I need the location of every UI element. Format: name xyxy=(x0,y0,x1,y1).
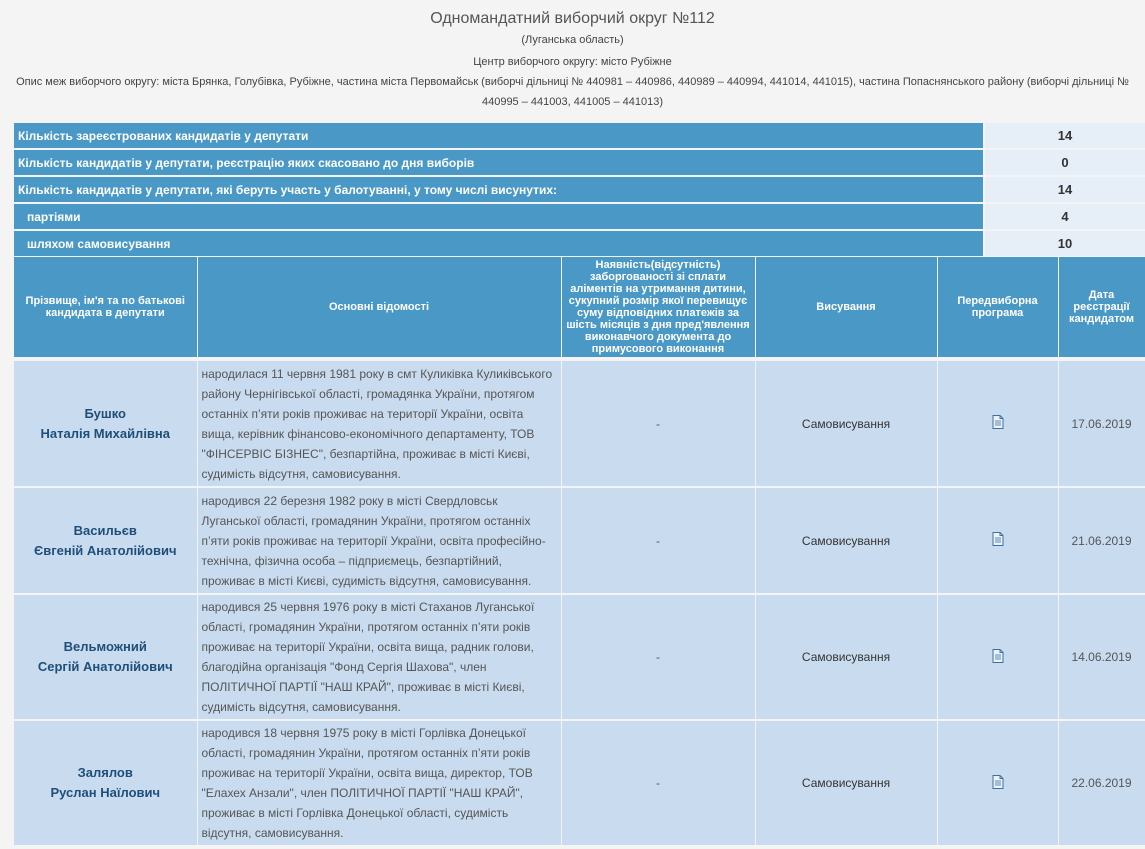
candidate-name xyxy=(14,487,197,594)
candidate-info: народився 25 червня 1976 року в місті Стаханов Луганської області, громадянин України, протягом останніх п’яти років проживає на території України, освіта вища, радник голови, благодійна організація "Фонд Сергія Шахова", член ПОЛІТИЧНОЇ ПАРТІЇ "НАШ КРАЙ", проживає в місті Києві, судимість відсутня, самовисування. xyxy=(197,594,561,720)
district-boundaries: Опис меж виборчого округу: міста Брянка, Голубівка, Рубіжне, частина міста Первомайськ (виборчі дільниці № 440981 – 440986, 440989 – 440994, 441014, 441015), частина Попаснянського району (виборчі дільниці № 440995 – 441003, 441005 – 441013) xyxy=(16,76,1129,108)
candidate-registration-date: 21.06.2019 xyxy=(1058,487,1145,594)
candidate-surname: Залялов xyxy=(77,765,133,780)
candidate-nomination: Самовисування xyxy=(755,594,937,720)
stats-label: партіями xyxy=(14,204,985,229)
table-row xyxy=(14,594,1145,720)
candidate-debt: - xyxy=(561,361,755,487)
stats-label: Кількість кандидатів у депутати, реєстрацію яких скасовано до дня виборів xyxy=(14,150,985,175)
candidate-nomination: Самовисування xyxy=(755,361,937,487)
document-icon[interactable] xyxy=(990,774,1006,793)
stats-row xyxy=(14,177,1145,202)
stats-table xyxy=(14,121,1145,258)
candidate-nomination: Самовисування xyxy=(755,720,937,846)
stats-row xyxy=(14,123,1145,148)
region-label: (Луганська область) xyxy=(521,34,624,46)
candidate-debt: - xyxy=(561,720,755,846)
table-row xyxy=(14,361,1145,487)
candidate-registration-date: 22.06.2019 xyxy=(1058,720,1145,846)
stats-label: Кількість кандидатів у депутати, які беруть участь у балотуванні, у тому числі висунутих: xyxy=(14,177,985,202)
col-header-nomination: Висування xyxy=(755,257,937,357)
stats-value: 14 xyxy=(985,177,1145,202)
candidate-surname: Бушко xyxy=(84,405,126,421)
stats-row xyxy=(14,231,1145,256)
candidate-info: народилася 11 червня 1981 року в смт Куликівка Куликівського району Чернігівської області, громадянка України, протягом останніх п’яти років проживає на території України, освіта вища, керівник фінансово-економічного департаменту, ТОВ "ФІНСЕРВІС БІЗНЕС", безпартійна, проживає в місті Києві, судимість відсутня, самовисування. xyxy=(197,361,561,487)
candidates-table xyxy=(14,257,1145,847)
candidate-info: народився 22 березня 1982 року в місті Свердловськ Луганської області, громадянин України, протягом останніх п’яти років проживає на території України, освіта професійно-технічна, фізична особа – підприємець, безпартійний, проживає в місті Києві, судимість відсутня, самовисування. xyxy=(197,487,561,594)
candidate-debt: - xyxy=(561,487,755,594)
stats-row xyxy=(14,150,1145,175)
stats-row xyxy=(14,204,1145,229)
candidate-given-name: Євгеній Анатолійович xyxy=(33,542,177,558)
col-header-date: Дата реєстрації кандидатом xyxy=(1058,257,1145,357)
stats-value: 0 xyxy=(985,150,1145,175)
stats-value: 10 xyxy=(985,231,1145,256)
table-row xyxy=(14,720,1145,846)
candidate-info: народився 18 червня 1975 року в місті Горлівка Донецької області, громадянин України, протягом останніх п’яти років проживає на території України, освіта вища, директор, ТОВ "Елахех Анзали", член ПОЛІТИЧНОЇ ПАРТІЇ "НАШ КРАЙ", проживає в місті Горлівка Донецької області, судимість відсутня, самовисування. xyxy=(197,720,561,846)
candidate-registration-date: 14.06.2019 xyxy=(1058,594,1145,720)
stats-value: 14 xyxy=(985,123,1145,148)
col-header-info: Основні відомості xyxy=(197,257,561,357)
program-cell xyxy=(937,361,1058,487)
col-header-debt: Наявність(відсутність) заборгованості зі сплати аліментів на утримання дитини, сукупний розмір якої перевищує суму відповідних платежів за шість місяців з дня пред'явлення виконавчого документа до примусового виконання xyxy=(561,257,755,357)
candidate-given-name: Сергій Анатолійович xyxy=(37,659,173,674)
candidate-surname: Васильєв xyxy=(73,522,137,538)
candidate-name xyxy=(14,720,197,846)
candidate-name xyxy=(14,361,197,487)
stats-value: 4 xyxy=(985,204,1145,229)
stats-label: шляхом самовисування xyxy=(14,231,985,256)
document-icon[interactable] xyxy=(990,648,1006,667)
table-header-row xyxy=(14,257,1145,357)
program-cell xyxy=(937,487,1058,594)
candidate-debt: - xyxy=(561,594,755,720)
col-header-name: Прізвище, ім'я та по батькові кандидата в депутати xyxy=(14,257,197,357)
table-row xyxy=(14,487,1145,594)
document-icon[interactable] xyxy=(990,531,1006,550)
candidate-given-name: Руслан Наїлович xyxy=(50,785,161,800)
candidate-surname: Вельможний xyxy=(63,639,147,654)
candidate-given-name: Наталія Михайлівна xyxy=(40,425,170,441)
candidate-name xyxy=(14,594,197,720)
program-cell xyxy=(937,720,1058,846)
page-title: Одномандатний виборчий округ №112 xyxy=(430,10,715,27)
district-center: Центр виборчого округу: місто Рубіжне xyxy=(473,56,672,68)
program-cell xyxy=(937,594,1058,720)
stats-label: Кількість зареєстрованих кандидатів у депутати xyxy=(14,123,985,148)
col-header-program: Передвиборна програма xyxy=(937,257,1058,357)
document-icon[interactable] xyxy=(990,414,1006,433)
candidate-nomination: Самовисування xyxy=(755,487,937,594)
page-header xyxy=(0,0,1145,112)
candidate-registration-date: 17.06.2019 xyxy=(1058,361,1145,487)
